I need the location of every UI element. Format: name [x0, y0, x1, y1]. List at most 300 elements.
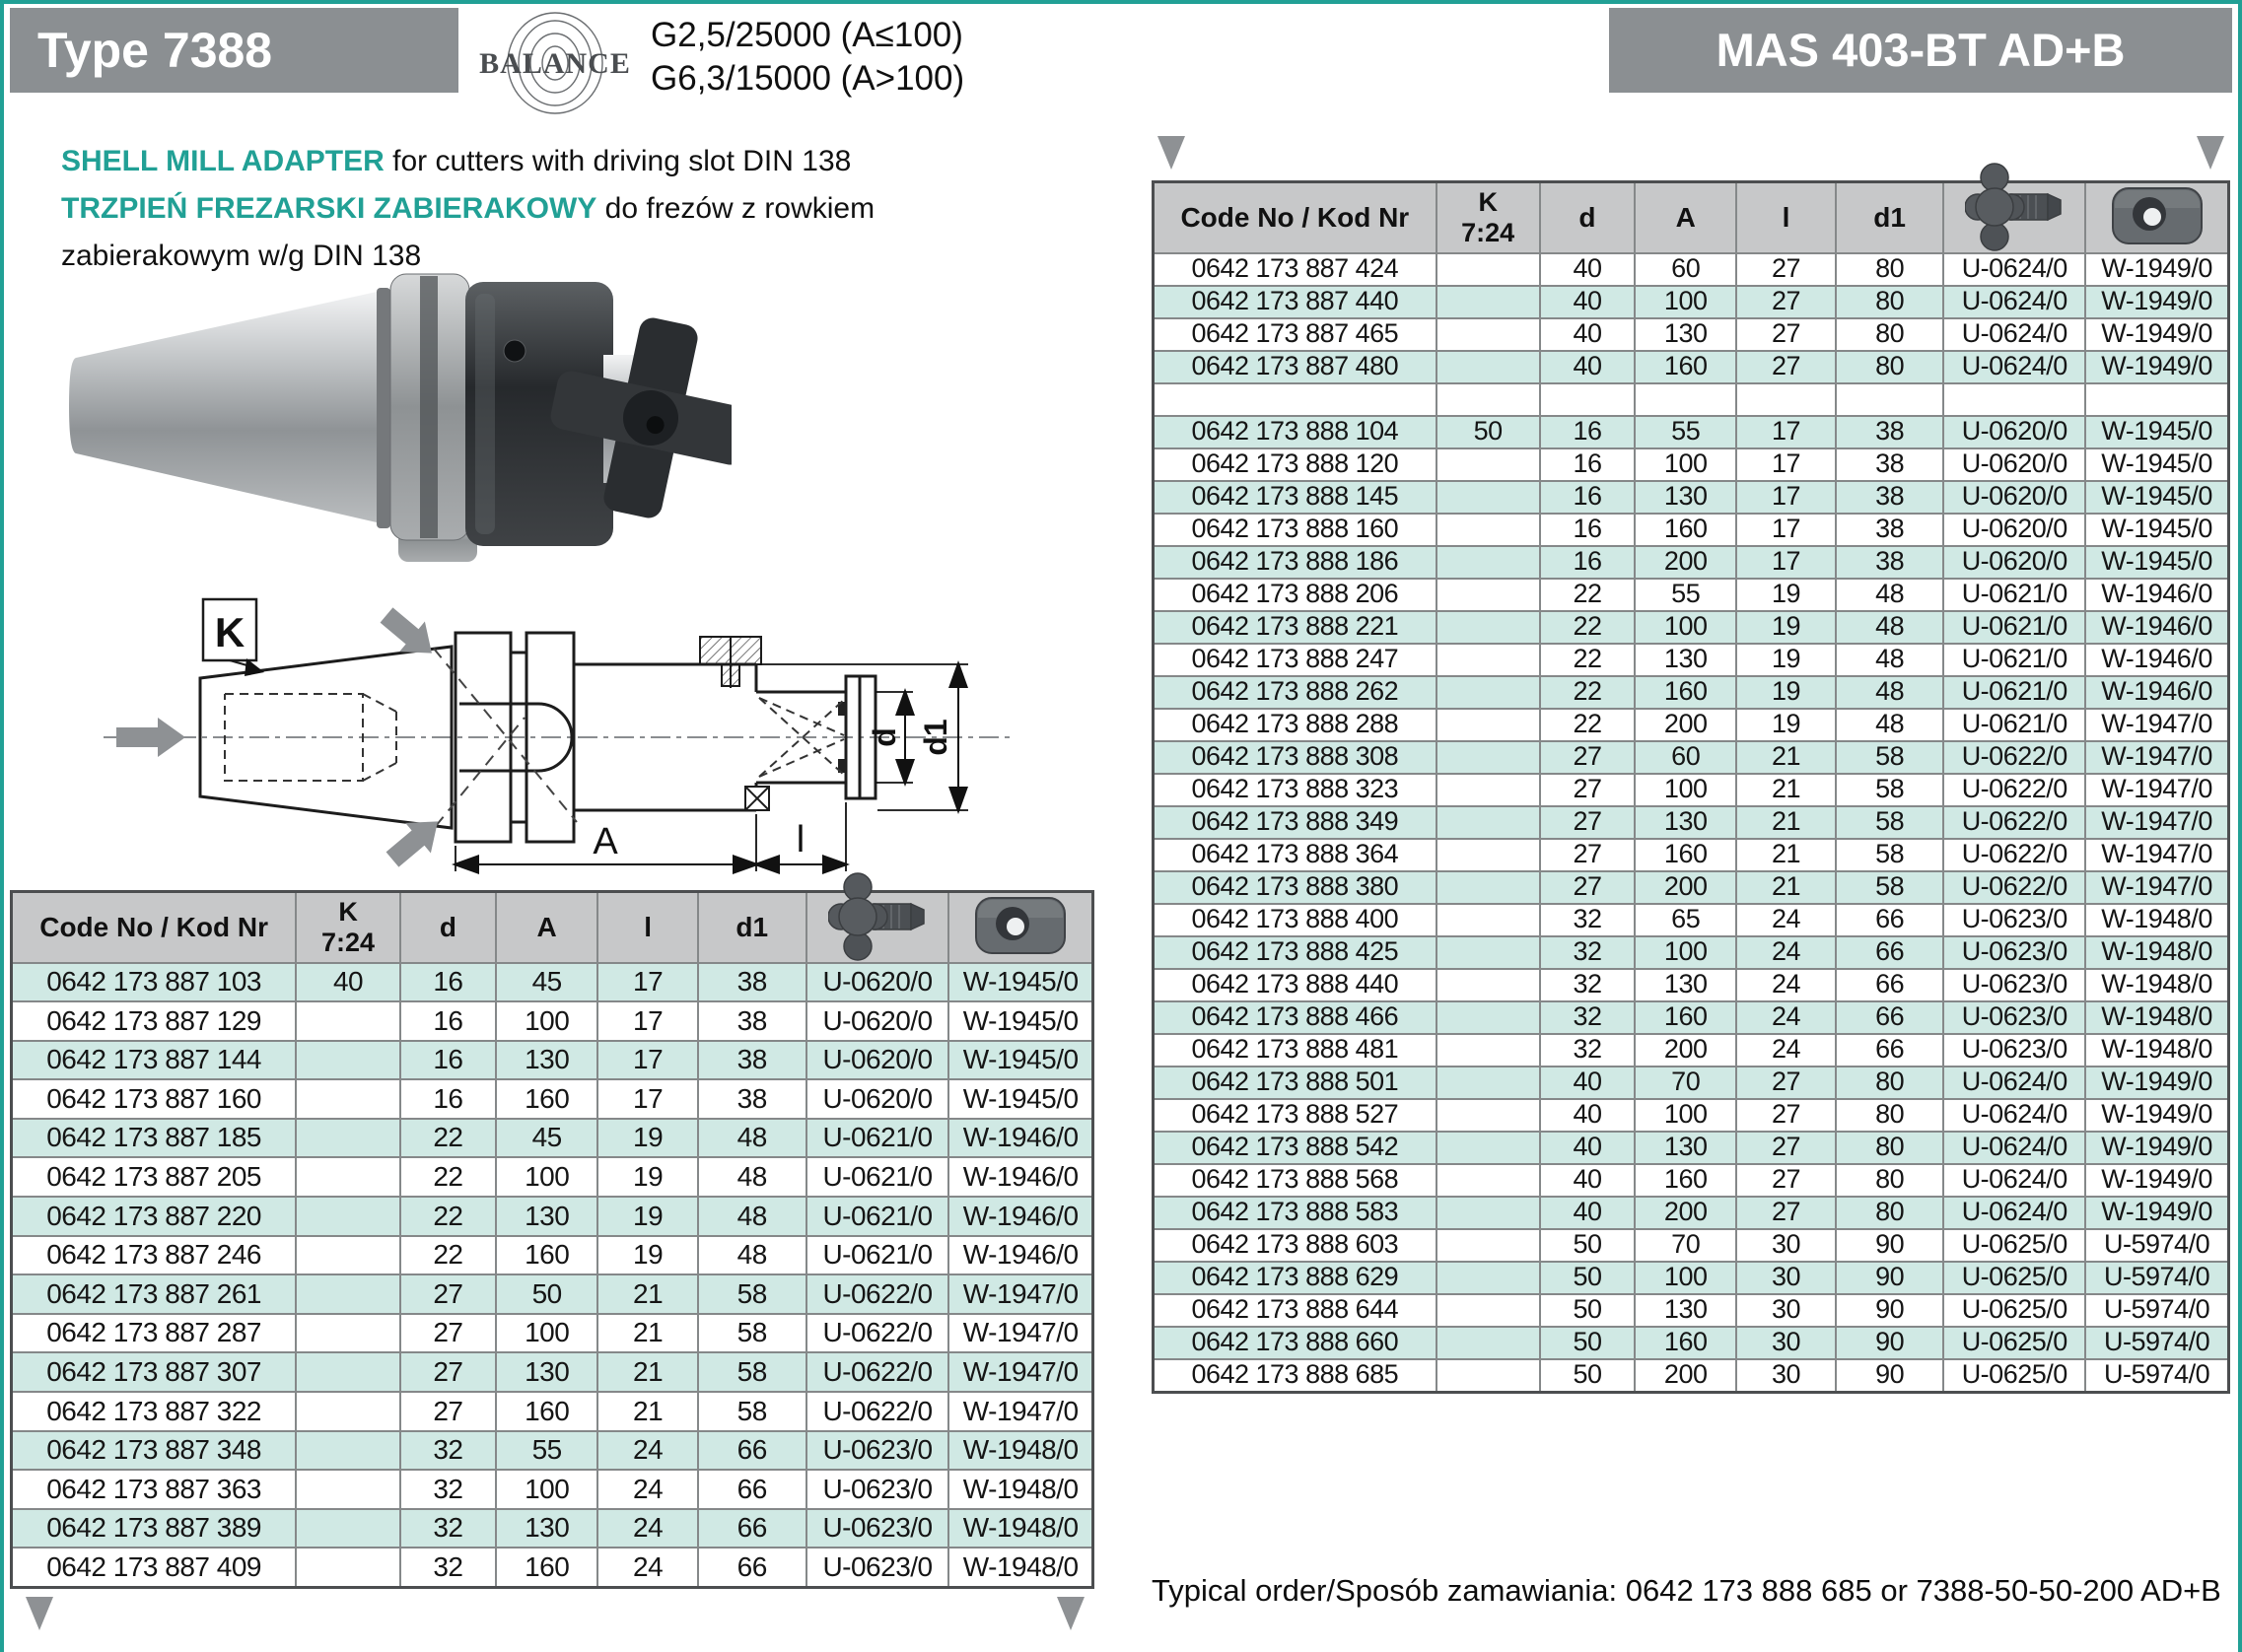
- cell-code: 0642 173 887 103: [12, 963, 297, 1002]
- drawing-label-a: A: [593, 821, 618, 862]
- cell-l: 24: [597, 1548, 697, 1587]
- cell-k: [296, 1314, 400, 1353]
- cell-code: 0642 173 887 205: [12, 1157, 297, 1197]
- cell-w: W-1947/0: [2085, 806, 2228, 839]
- cell-u: U-0620/0: [1943, 448, 2085, 481]
- cell-d1: 80: [1836, 1099, 1943, 1132]
- cell-u: U-0621/0: [806, 1236, 949, 1275]
- cell-w: W-1945/0: [2085, 514, 2228, 546]
- table-row: [1154, 351, 2229, 383]
- column-header-l: l: [1736, 182, 1836, 253]
- cell-l: 19: [1736, 579, 1836, 611]
- cell-code: 0642 173 888 145: [1154, 481, 1436, 514]
- cell-d: 40: [1540, 1067, 1636, 1099]
- cell-k: [1436, 253, 1540, 286]
- cell-u: U-0621/0: [1943, 579, 2085, 611]
- cell-d1: 58: [1836, 774, 1943, 806]
- cell-u: U-0625/0: [1943, 1294, 2085, 1327]
- cell-u: U-0624/0: [1943, 1099, 2085, 1132]
- table-row: [12, 1157, 1093, 1197]
- cell-code: 0642 173 888 221: [1154, 611, 1436, 644]
- cell-a: 130: [1635, 318, 1736, 351]
- cell-code: 0642 173 888 685: [1154, 1359, 1436, 1393]
- cell-u: U-0622/0: [1943, 871, 2085, 904]
- cell-d1: 58: [1836, 871, 1943, 904]
- table-row: [1154, 1034, 2229, 1067]
- table-row: [1154, 579, 2229, 611]
- cell-d1: 48: [698, 1157, 806, 1197]
- cell-d: 32: [1540, 969, 1636, 1001]
- table-row: [1154, 546, 2229, 579]
- cell-d: 27: [400, 1314, 496, 1353]
- cell-w: W-1948/0: [2085, 904, 2228, 936]
- cell-d1: 58: [698, 1274, 806, 1314]
- cell-d1: 38: [698, 1001, 806, 1041]
- cell-w: W-1945/0: [948, 963, 1092, 1002]
- cell-d: 50: [1540, 1327, 1636, 1359]
- cell-d1: 90: [1836, 1327, 1943, 1359]
- continuation-arrow-icon: [1157, 136, 1185, 170]
- cell-code: 0642 173 888 206: [1154, 579, 1436, 611]
- cell-code: 0642 173 888 247: [1154, 644, 1436, 676]
- cell-a: 100: [496, 1157, 598, 1197]
- table-row: [12, 963, 1093, 1002]
- cell-k: [1436, 904, 1540, 936]
- table-row: [12, 1431, 1093, 1471]
- cell-d1: 66: [698, 1509, 806, 1549]
- cell-code: 0642 173 887 144: [12, 1041, 297, 1080]
- table-row: [12, 1314, 1093, 1353]
- cell-u: U-0622/0: [1943, 774, 2085, 806]
- cell-w: W-1947/0: [2085, 871, 2228, 904]
- cell-code: 0642 173 888 629: [1154, 1262, 1436, 1294]
- cell-d1: 66: [698, 1548, 806, 1587]
- table-row: [1154, 871, 2229, 904]
- cell-code: 0642 173 888 583: [1154, 1197, 1436, 1229]
- cell-k: [1436, 644, 1540, 676]
- cell-w: W-1948/0: [2085, 969, 2228, 1001]
- cell-a: 160: [1635, 514, 1736, 546]
- cell-k: [296, 1236, 400, 1275]
- cell-w: W-1946/0: [948, 1157, 1092, 1197]
- cell-w: W-1949/0: [2085, 318, 2228, 351]
- cell-d: 27: [400, 1274, 496, 1314]
- cell-code: 0642 173 888 603: [1154, 1229, 1436, 1262]
- cell-u: U-0621/0: [1943, 676, 2085, 709]
- cell-l: 19: [1736, 709, 1836, 741]
- cell-w: W-1947/0: [2085, 709, 2228, 741]
- dimension-table-right: [1152, 180, 2230, 1394]
- type-title: Type 7388: [10, 8, 458, 93]
- cell-code: 0642 173 887 389: [12, 1509, 297, 1549]
- cell-d: 27: [1540, 774, 1636, 806]
- cell-u: U-0623/0: [1943, 969, 2085, 1001]
- table-row: [1154, 806, 2229, 839]
- cell-k: [296, 1079, 400, 1119]
- cell-code: 0642 173 888 660: [1154, 1327, 1436, 1359]
- cell-a: 160: [1635, 351, 1736, 383]
- table-row: [12, 1079, 1093, 1119]
- cell-code: 0642 173 888 364: [1154, 839, 1436, 871]
- cell-l: 27: [1736, 351, 1836, 383]
- cell-a: 200: [1635, 1034, 1736, 1067]
- table-row: [1154, 1164, 2229, 1197]
- cell-d1: 80: [1836, 1197, 1943, 1229]
- cell-d1: 38: [698, 1079, 806, 1119]
- cell-l: 24: [597, 1470, 697, 1509]
- cell-d: 16: [1540, 514, 1636, 546]
- cell-u: U-0621/0: [806, 1119, 949, 1158]
- cell-d1: 66: [698, 1470, 806, 1509]
- cell-w: W-1949/0: [2085, 1132, 2228, 1164]
- cell-l: 24: [1736, 1034, 1836, 1067]
- table-header-row: [1154, 182, 2229, 253]
- cell-l: 19: [1736, 676, 1836, 709]
- cell-l: 19: [597, 1197, 697, 1236]
- cell-w: W-1947/0: [948, 1392, 1092, 1431]
- cell-w: W-1948/0: [948, 1431, 1092, 1471]
- cell-a: 130: [1635, 644, 1736, 676]
- cell-k: [1436, 1034, 1540, 1067]
- balance-grade-specs: [651, 14, 964, 101]
- cell-code: 0642 173 888 466: [1154, 1001, 1436, 1034]
- cell-d: 16: [400, 1079, 496, 1119]
- cell-l: 17: [1736, 416, 1836, 448]
- cell-d1: 48: [1836, 709, 1943, 741]
- cell-a: 130: [1635, 1294, 1736, 1327]
- cell-a: 160: [1635, 839, 1736, 871]
- cell-u: U-0624/0: [1943, 1067, 2085, 1099]
- cell-a: 160: [496, 1392, 598, 1431]
- cell-l: 17: [1736, 481, 1836, 514]
- description-pl-line2: zabierakowym w/g DIN 138: [61, 240, 422, 272]
- cell-d: 32: [1540, 904, 1636, 936]
- cell-l: 24: [1736, 904, 1836, 936]
- table-row: [1154, 286, 2229, 318]
- table-row: [12, 1119, 1093, 1158]
- cell-d: 32: [400, 1509, 496, 1549]
- cell-a: 100: [496, 1001, 598, 1041]
- cell-k: 50: [1436, 416, 1540, 448]
- standard-title: MAS 403-BT AD+B: [1609, 8, 2232, 93]
- cell-u: U-0625/0: [1943, 1359, 2085, 1393]
- cell-d1: 66: [1836, 936, 1943, 969]
- table-row: [12, 1548, 1093, 1587]
- cell-k: [296, 1352, 400, 1392]
- description-pl-title: TRZPIEŃ FREZARSKI ZABIERAKOWY: [61, 192, 597, 225]
- cell-code: 0642 173 887 424: [1154, 253, 1436, 286]
- column-header-a: A: [496, 892, 598, 963]
- cell-l: 30: [1736, 1262, 1836, 1294]
- cell-k: [1436, 546, 1540, 579]
- cell-code: [1154, 383, 1436, 416]
- cell-d1: 90: [1836, 1359, 1943, 1393]
- description-en-title: SHELL MILL ADAPTER: [61, 145, 385, 177]
- cell-d: 32: [1540, 1001, 1636, 1034]
- cell-d1: 38: [1836, 481, 1943, 514]
- cell-l: 17: [1736, 546, 1836, 579]
- cell-a: 100: [1635, 1262, 1736, 1294]
- cell-d1: 66: [1836, 1001, 1943, 1034]
- technical-drawing: [10, 587, 1094, 890]
- table-row: [1154, 1359, 2229, 1393]
- cell-code: 0642 173 888 400: [1154, 904, 1436, 936]
- column-header-a: A: [1635, 182, 1736, 253]
- cell-code: 0642 173 887 409: [12, 1548, 297, 1587]
- cell-w: W-1947/0: [2085, 774, 2228, 806]
- cell-k: [296, 1197, 400, 1236]
- cell-a: 130: [1635, 806, 1736, 839]
- cell-code: 0642 173 888 308: [1154, 741, 1436, 774]
- cell-code: 0642 173 887 220: [12, 1197, 297, 1236]
- cell-a: 70: [1635, 1067, 1736, 1099]
- cell-k: [296, 1470, 400, 1509]
- cell-d: 50: [1540, 1359, 1636, 1393]
- cell-l: 27: [1736, 1067, 1836, 1099]
- cell-code: 0642 173 888 288: [1154, 709, 1436, 741]
- cell-d1: 48: [1836, 579, 1943, 611]
- cell-w: W-1946/0: [2085, 644, 2228, 676]
- cell-w: W-1945/0: [2085, 546, 2228, 579]
- table-row: [1154, 253, 2229, 286]
- cell-l: 21: [1736, 774, 1836, 806]
- cell-l: 21: [1736, 839, 1836, 871]
- cell-l: 21: [597, 1352, 697, 1392]
- cell-u: U-0623/0: [806, 1548, 949, 1587]
- cell-d1: 66: [698, 1431, 806, 1471]
- description-en-rest: for cutters with driving slot DIN 138: [384, 145, 852, 177]
- table-row: [12, 1392, 1093, 1431]
- typical-order-note: Typical order/Sposób zamawiania: 0642 173 888 685 or 7388-50-50-200 AD+B: [1152, 1573, 2221, 1608]
- cell-k: [1436, 1197, 1540, 1229]
- cell-a: 160: [496, 1548, 598, 1587]
- cell-w: W-1949/0: [2085, 1197, 2228, 1229]
- cell-code: 0642 173 888 501: [1154, 1067, 1436, 1099]
- cell-d: 40: [1540, 286, 1636, 318]
- cell-w: U-5974/0: [2085, 1327, 2228, 1359]
- cell-w: W-1945/0: [2085, 481, 2228, 514]
- cell-u: U-0624/0: [1943, 1132, 2085, 1164]
- cell-k: [1436, 1262, 1540, 1294]
- table-header-row: [12, 892, 1093, 963]
- cell-k: [1436, 1294, 1540, 1327]
- cell-w: W-1949/0: [2085, 1099, 2228, 1132]
- cell-u: U-0621/0: [1943, 611, 2085, 644]
- table-row: [12, 1197, 1093, 1236]
- cell-u: U-0624/0: [1943, 318, 2085, 351]
- cell-w: W-1947/0: [2085, 839, 2228, 871]
- table-row: [12, 1236, 1093, 1275]
- cell-w: W-1949/0: [2085, 286, 2228, 318]
- cell-k: [296, 1509, 400, 1549]
- table-row: [1154, 1229, 2229, 1262]
- cell-d1: 38: [1836, 448, 1943, 481]
- table-row: [1154, 709, 2229, 741]
- cell-k: [1436, 286, 1540, 318]
- cell-w: W-1949/0: [2085, 1067, 2228, 1099]
- cell-d: 40: [1540, 253, 1636, 286]
- cell-d: 27: [1540, 839, 1636, 871]
- cell-code: 0642 173 888 323: [1154, 774, 1436, 806]
- cell-k: [1436, 936, 1540, 969]
- cell-a: 130: [1635, 969, 1736, 1001]
- cell-d1: 58: [1836, 839, 1943, 871]
- cell-u: U-0623/0: [806, 1470, 949, 1509]
- cell-d1: [1836, 383, 1943, 416]
- drawing-label-k: K: [214, 609, 245, 655]
- cell-w: [2085, 383, 2228, 416]
- cell-l: 19: [1736, 644, 1836, 676]
- cell-d1: 80: [1836, 318, 1943, 351]
- cell-u: U-0624/0: [1943, 286, 2085, 318]
- cell-k: [1436, 774, 1540, 806]
- cell-code: 0642 173 888 425: [1154, 936, 1436, 969]
- table-row: [12, 1352, 1093, 1392]
- column-header-l: l: [597, 892, 697, 963]
- cell-d1: 80: [1836, 1132, 1943, 1164]
- cell-code: 0642 173 888 542: [1154, 1132, 1436, 1164]
- cell-u: U-0622/0: [806, 1314, 949, 1353]
- cell-u: U-0623/0: [1943, 904, 2085, 936]
- cell-u: U-0624/0: [1943, 1197, 2085, 1229]
- cell-l: 21: [597, 1274, 697, 1314]
- cell-k: [1436, 514, 1540, 546]
- cell-l: 30: [1736, 1229, 1836, 1262]
- table-row: [1154, 1132, 2229, 1164]
- cell-a: 100: [496, 1470, 598, 1509]
- cell-d1: 48: [698, 1236, 806, 1275]
- cell-l: 30: [1736, 1359, 1836, 1393]
- cell-u: [1943, 383, 2085, 416]
- cell-l: 30: [1736, 1327, 1836, 1359]
- cell-d1: 80: [1836, 286, 1943, 318]
- cell-a: 50: [496, 1274, 598, 1314]
- cell-a: 160: [1635, 1001, 1736, 1034]
- table-row: [1154, 644, 2229, 676]
- drawing-label-d1: d1: [918, 719, 953, 756]
- cell-d: 27: [400, 1352, 496, 1392]
- cell-k: [1436, 383, 1540, 416]
- cell-code: 0642 173 888 104: [1154, 416, 1436, 448]
- cell-a: 160: [1635, 676, 1736, 709]
- cell-k: [296, 1041, 400, 1080]
- cell-code: 0642 173 888 186: [1154, 546, 1436, 579]
- table-row: [1154, 514, 2229, 546]
- cell-k: [1436, 676, 1540, 709]
- cell-d: 50: [1540, 1229, 1636, 1262]
- cell-l: 24: [597, 1509, 697, 1549]
- cell-u: U-0621/0: [1943, 709, 2085, 741]
- cell-l: 21: [1736, 806, 1836, 839]
- cell-k: [1436, 1359, 1540, 1393]
- table-row: [1154, 481, 2229, 514]
- balance-logo-text: BALANCE: [479, 47, 631, 80]
- column-header-d1: d1: [1836, 182, 1943, 253]
- cell-l: 30: [1736, 1294, 1836, 1327]
- table-row: [1154, 1067, 2229, 1099]
- cell-d1: 90: [1836, 1262, 1943, 1294]
- cell-w: U-5974/0: [2085, 1294, 2228, 1327]
- cell-w: W-1948/0: [948, 1509, 1092, 1549]
- cell-d1: 90: [1836, 1294, 1943, 1327]
- cell-d: 27: [400, 1392, 496, 1431]
- cell-d1: 58: [1836, 806, 1943, 839]
- cell-a: 100: [1635, 1099, 1736, 1132]
- table-row: [1154, 936, 2229, 969]
- cell-d1: 58: [1836, 741, 1943, 774]
- product-photo: [51, 225, 732, 589]
- cell-k: [1436, 579, 1540, 611]
- cell-code: 0642 173 887 465: [1154, 318, 1436, 351]
- cell-u: U-0622/0: [806, 1274, 949, 1314]
- cell-d: 32: [1540, 1034, 1636, 1067]
- cell-d: 32: [400, 1548, 496, 1587]
- cell-a: 130: [496, 1352, 598, 1392]
- cell-u: U-0622/0: [1943, 741, 2085, 774]
- cell-d1: 38: [1836, 416, 1943, 448]
- cell-u: U-0623/0: [1943, 1034, 2085, 1067]
- cell-code: 0642 173 888 262: [1154, 676, 1436, 709]
- cell-l: [1736, 383, 1836, 416]
- table-row: [1154, 448, 2229, 481]
- cell-code: 0642 173 888 568: [1154, 1164, 1436, 1197]
- cell-d: 32: [400, 1431, 496, 1471]
- cell-l: 21: [1736, 741, 1836, 774]
- cell-u: U-0621/0: [806, 1197, 949, 1236]
- cell-k: [1436, 741, 1540, 774]
- continuation-arrow-icon: [26, 1597, 53, 1630]
- column-header-code-no-kod-nr: Code No / Kod Nr: [1154, 182, 1436, 253]
- cell-a: 200: [1635, 871, 1736, 904]
- cell-l: 17: [1736, 514, 1836, 546]
- cell-w: W-1947/0: [948, 1274, 1092, 1314]
- table-row: [12, 1041, 1093, 1080]
- cell-d: 40: [1540, 351, 1636, 383]
- cell-k: [1436, 969, 1540, 1001]
- cell-k: [1436, 709, 1540, 741]
- cell-u: U-0623/0: [1943, 1001, 2085, 1034]
- cell-w: W-1948/0: [2085, 1001, 2228, 1034]
- cell-d: [1540, 383, 1636, 416]
- cell-u: U-0622/0: [806, 1352, 949, 1392]
- table-row: [1154, 1099, 2229, 1132]
- cell-code: 0642 173 888 120: [1154, 448, 1436, 481]
- drawing-label-d: d: [867, 727, 902, 747]
- cell-w: U-5974/0: [2085, 1359, 2228, 1393]
- cell-d1: 38: [1836, 514, 1943, 546]
- cell-code: 0642 173 887 480: [1154, 351, 1436, 383]
- cell-d: 32: [400, 1470, 496, 1509]
- cell-w: W-1945/0: [2085, 416, 2228, 448]
- drive-key-icon: [2085, 182, 2228, 253]
- cell-code: 0642 173 887 129: [12, 1001, 297, 1041]
- cell-a: 60: [1635, 253, 1736, 286]
- cell-l: 21: [597, 1392, 697, 1431]
- cell-k: [296, 1119, 400, 1158]
- cell-k: [296, 1548, 400, 1587]
- cell-d1: 58: [698, 1314, 806, 1353]
- cell-w: W-1947/0: [948, 1314, 1092, 1353]
- cell-code: 0642 173 888 380: [1154, 871, 1436, 904]
- cell-d1: 48: [698, 1119, 806, 1158]
- cell-u: U-0623/0: [1943, 936, 2085, 969]
- cell-d: 22: [400, 1197, 496, 1236]
- cell-w: W-1946/0: [2085, 611, 2228, 644]
- cell-l: 27: [1736, 253, 1836, 286]
- table-row: [1154, 839, 2229, 871]
- drawing-label-l: l: [796, 819, 806, 860]
- cell-code: 0642 173 888 349: [1154, 806, 1436, 839]
